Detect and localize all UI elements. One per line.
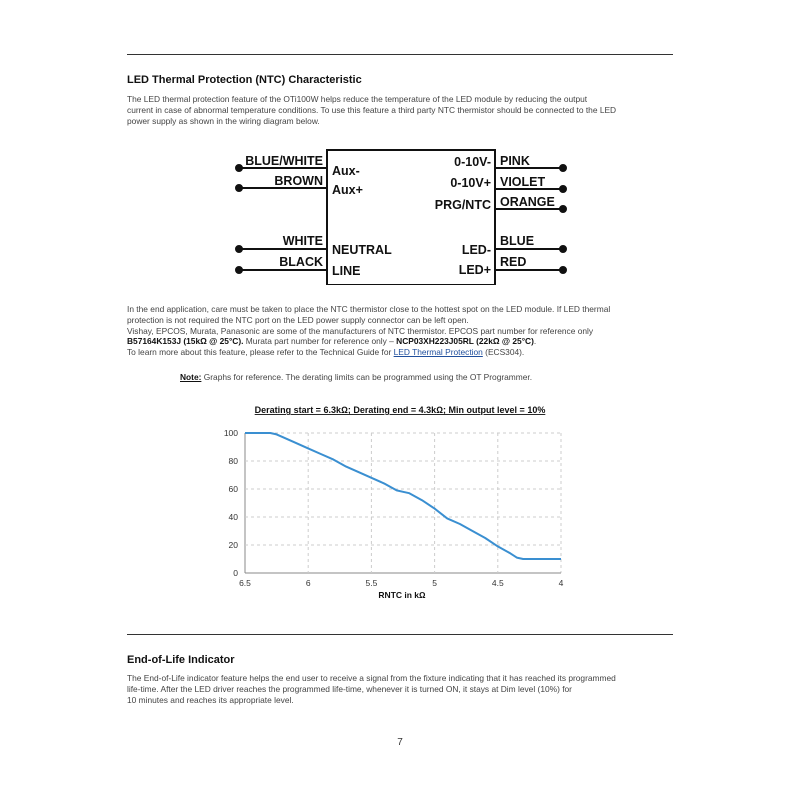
intro-line: The LED thermal protection feature of the OTi100W helps reduce the temperature of the LED module by reducing the output [127, 94, 588, 104]
middle-divider [127, 634, 673, 635]
terminal-aux-minus: Aux- [332, 164, 360, 178]
note-label: Note: [180, 372, 202, 382]
x-tick-label: 6 [305, 578, 311, 588]
app-line: Vishay, EPCOS, Murata, Panasonic are some of the manufacturers of NTC thermistor. EPCOS part number for reference only [127, 325, 594, 336]
chart-title: Derating start = 6.3kΩ; Derating end = 4.3kΩ; Min output level = 10% [254, 405, 546, 415]
app-line: protection is not required the NTC port on the LED power supply connector can be left open. [127, 314, 469, 325]
x-tick-label: 5.5 [365, 578, 378, 588]
eol-line: life-time. After the LED driver reaches the programmed life-time, whenever it is turned ON, it stays at Dim level (10%) for [127, 683, 572, 694]
intro-line: current in case of abnormal temperature conditions. To use this feature a third party NTC thermistor should be connected to the LED [127, 104, 617, 115]
epcos-part-number: B57164K153J (15kΩ @ 25°C). [127, 336, 244, 347]
derating-chart [0, 398, 800, 618]
eol-line: 10 minutes and reaches its appropriate level. [127, 694, 294, 705]
ntc-section-title: LED Thermal Protection (NTC) Characteristic [127, 74, 362, 86]
app-text: . [533, 336, 537, 347]
derating-curve-line [245, 433, 561, 559]
terminal-prg-ntc: PRG/NTC [434, 198, 491, 212]
page-number: 7 [397, 737, 403, 748]
top-divider [127, 54, 673, 55]
wire-label-black: BLACK [279, 255, 323, 269]
terminal-neutral: NEUTRAL [332, 243, 392, 257]
app-line [127, 336, 687, 347]
murata-part-number: NCP03XH223J05RL (22kΩ @ 25°C) [396, 336, 534, 347]
terminal-led-minus: LED- [461, 243, 491, 257]
terminal-led-plus: LED+ [458, 263, 491, 277]
app-text: To learn more about this feature, please refer to the Technical Guide for [127, 347, 394, 358]
eol-line: The End-of-Life indicator feature helps the end user to receive a signal from the fixture indicating that it has reached its programmed [127, 673, 616, 683]
terminal-0-10v-minus: 0-10V- [454, 155, 491, 169]
y-tick-label: 0 [233, 568, 238, 578]
wire-label-blue: BLUE [500, 234, 535, 248]
ntc-intro-paragraph [127, 94, 687, 126]
y-tick-label: 60 [228, 484, 238, 494]
y-tick-label: 20 [228, 540, 238, 550]
y-tick-label: 80 [228, 456, 238, 466]
wire-label-orange: ORANGE [500, 195, 555, 209]
wire-label-brown: BROWN [274, 174, 323, 188]
led-thermal-protection-link[interactable]: LED Thermal Protection [393, 347, 483, 358]
chart-xlabel: RNTC in kΩ [378, 590, 426, 600]
eol-section-title: End-of-Life Indicator [127, 654, 235, 666]
wiring-diagram [0, 145, 800, 285]
wire-label-white: WHITE [282, 234, 323, 248]
wire-label-red: RED [500, 255, 527, 269]
x-tick-label: 4.5 [491, 578, 504, 588]
intro-line: power supply as shown in the wiring diagram below. [127, 115, 320, 126]
x-tick-label: 6.5 [239, 578, 251, 588]
app-text: (ECS304). [482, 347, 525, 358]
note-text: Graphs for reference. The derating limits can be programmed using the OT Programmer. [201, 372, 533, 382]
graph-note [180, 372, 532, 382]
x-tick-label: 5 [432, 578, 437, 588]
wire-label-pink: PINK [500, 154, 530, 168]
terminal-0-10v-plus: 0-10V+ [450, 176, 491, 190]
terminal-aux-plus: Aux+ [332, 183, 363, 197]
eol-paragraph [127, 673, 687, 705]
terminal-line: LINE [332, 264, 361, 278]
application-paragraph [127, 304, 687, 358]
app-line: In the end application, care must be taken to place the NTC thermistor close to the hottest spot on the LED module. If LED thermal [127, 304, 611, 314]
app-line [127, 347, 687, 358]
wire-label-blue-white: BLUE/WHITE [245, 154, 323, 168]
y-tick-label: 100 [223, 428, 238, 438]
app-text: Murata part number for reference only – [243, 336, 397, 347]
y-tick-label: 40 [228, 512, 238, 522]
x-tick-label: 4 [558, 578, 564, 588]
wire-label-violet: VIOLET [500, 175, 546, 189]
